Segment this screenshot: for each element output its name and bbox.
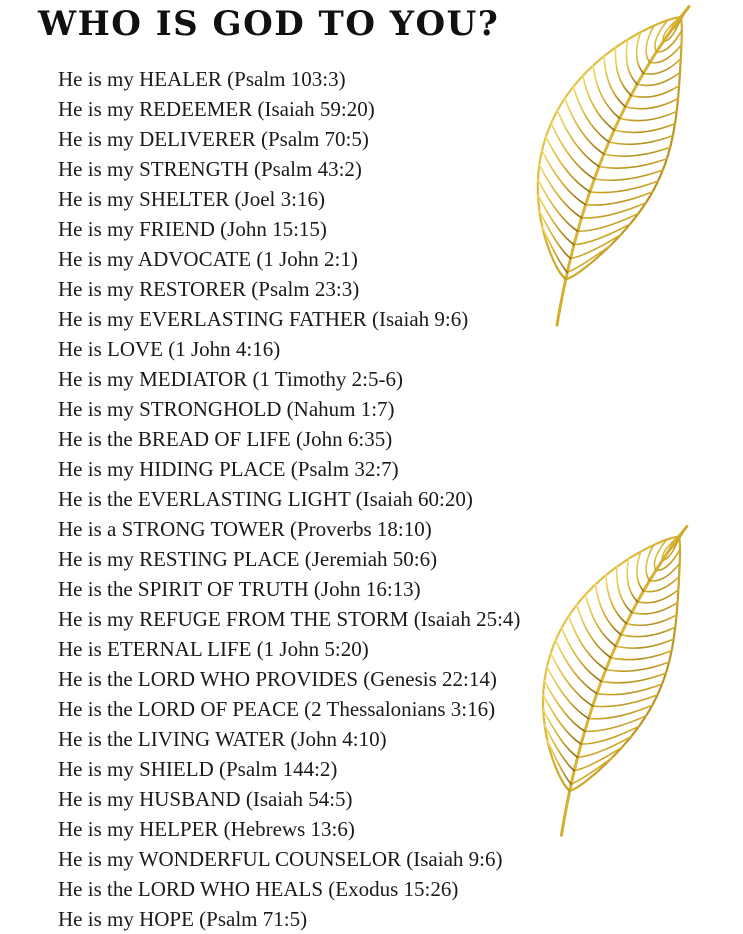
- list-item: He is the LORD WHO HEALS (Exodus 15:26): [58, 877, 459, 901]
- list-item: He is the EVERLASTING LIGHT (Isaiah 60:20): [58, 487, 473, 511]
- list-item: He is ETERNAL LIFE (1 John 5:20): [58, 637, 369, 661]
- list-item: He is LOVE (1 John 4:16): [58, 337, 281, 361]
- list-item: He is my ADVOCATE (1 John 2:1): [58, 247, 358, 271]
- list-item: He is the LORD OF PEACE (2 Thessalonians 3:16): [58, 697, 496, 721]
- list-item: He is my EVERLASTING FATHER (Isaiah 9:6): [58, 307, 469, 331]
- list-item: He is my FRIEND (John 15:15): [58, 217, 327, 241]
- list-item: He is my WONDERFUL COUNSELOR (Isaiah 9:6): [58, 847, 503, 871]
- page-title: WHO IS GOD TO YOU?: [38, 4, 500, 44]
- list-item: He is my HUSBAND (Isaiah 54:5): [58, 787, 353, 811]
- list-item: He is my HEALER (Psalm 103:3): [58, 67, 346, 91]
- list-item: He is my REDEEMER (Isaiah 59:20): [58, 97, 375, 121]
- list-item: He is my SHIELD (Psalm 144:2): [58, 757, 338, 781]
- list-item: He is my REFUGE FROM THE STORM (Isaiah 25:4): [58, 607, 521, 631]
- list-item: He is my RESTORER (Psalm 23:3): [58, 277, 360, 301]
- list-item: He is the SPIRIT OF TRUTH (John 16:13): [58, 577, 421, 601]
- list-item: He is my DELIVERER (Psalm 70:5): [58, 127, 369, 151]
- list-item: He is the LIVING WATER (John 4:10): [58, 727, 387, 751]
- list-item: He is my STRONGHOLD (Nahum 1:7): [58, 397, 395, 421]
- list-item: He is my HOPE (Psalm 71:5): [58, 907, 308, 931]
- attribute-list: [58, 64, 520, 934]
- list-item: He is my HIDING PLACE (Psalm 32:7): [58, 457, 399, 481]
- list-item: He is my STRENGTH (Psalm 43:2): [58, 157, 362, 181]
- gold-feather-icon: [545, 0, 743, 330]
- list-item: He is my SHELTER (Joel 3:16): [58, 187, 325, 211]
- list-item: He is my MEDIATOR (1 Timothy 2:5-6): [58, 367, 403, 391]
- list-item: He is my HELPER (Hebrews 13:6): [58, 817, 355, 841]
- list-item: He is my RESTING PLACE (Jeremiah 50:6): [58, 547, 438, 571]
- list-item: He is a STRONG TOWER (Proverbs 18:10): [58, 517, 432, 541]
- list-item: He is the LORD WHO PROVIDES (Genesis 22:14): [58, 667, 497, 691]
- gold-feather-icon: [550, 520, 740, 840]
- list-item: He is the BREAD OF LIFE (John 6:35): [58, 427, 393, 451]
